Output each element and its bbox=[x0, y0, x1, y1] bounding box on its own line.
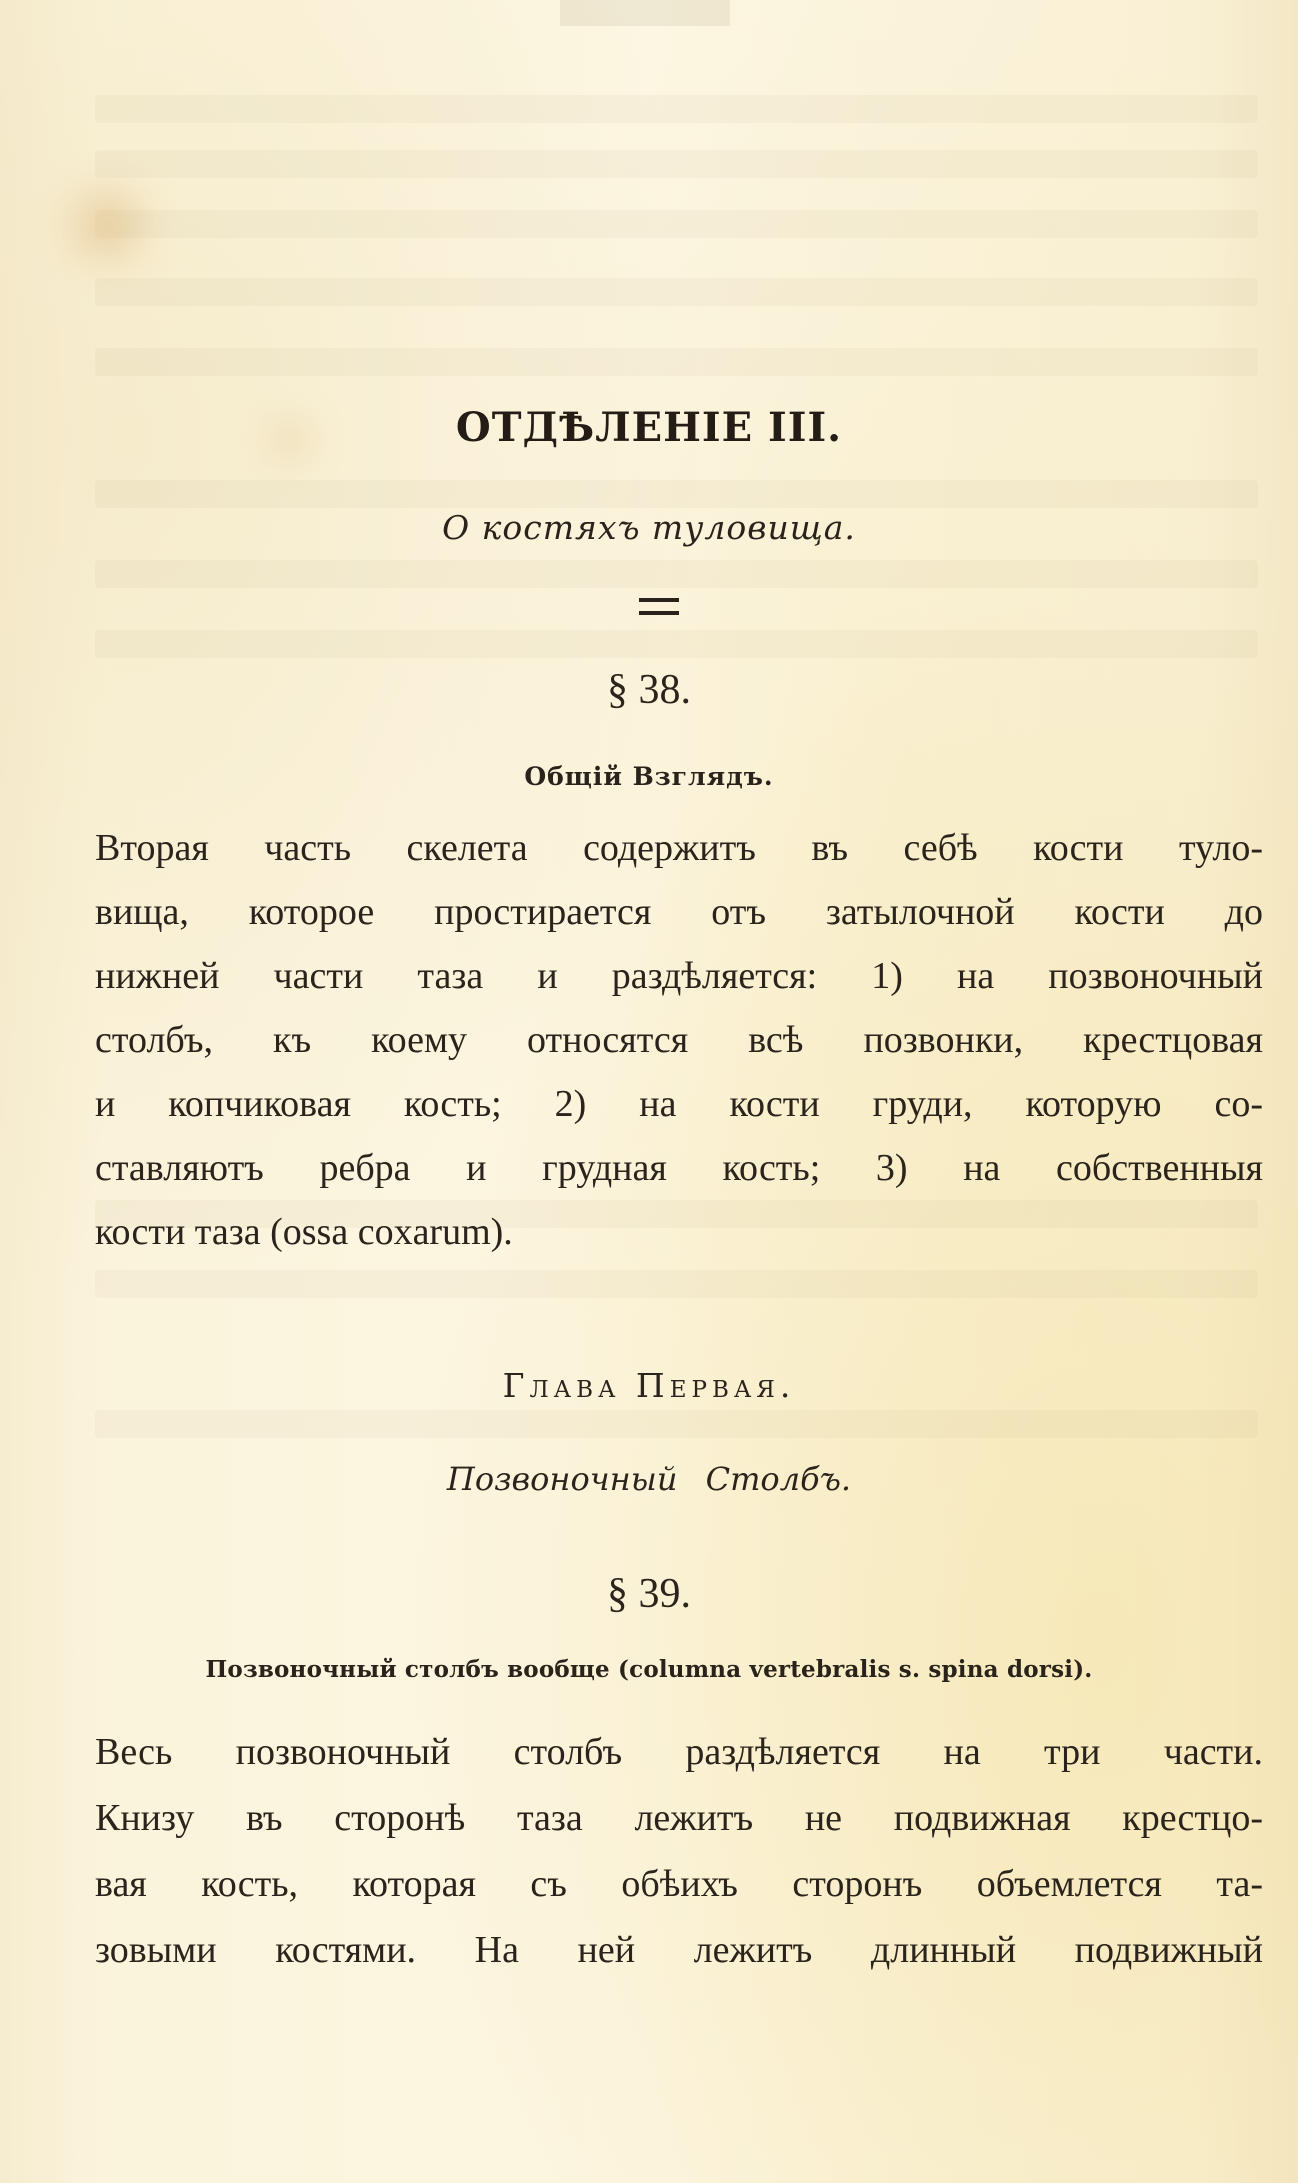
text-line: кости таза (ossa coxarum). bbox=[95, 1211, 513, 1253]
show-through-line bbox=[95, 1410, 1258, 1438]
show-through-line bbox=[95, 348, 1258, 376]
show-through-line bbox=[95, 480, 1258, 508]
paper-stain bbox=[72, 190, 142, 260]
show-through-page-number bbox=[560, 0, 730, 26]
text-line: столбъ, къ коему относятся всѣ позвонки, крестцовая bbox=[95, 1019, 1263, 1061]
show-through-line bbox=[95, 560, 1258, 588]
text-line: ставляютъ ребра и грудная кость; 3) на собственныя bbox=[95, 1147, 1263, 1189]
chapter-subtitle: Позвоночный Столбъ. bbox=[446, 1460, 852, 1498]
show-through-line bbox=[95, 1270, 1258, 1298]
text-line: нижней части таза и раздѣляется: 1) на позвоночный bbox=[95, 955, 1263, 997]
show-through-line bbox=[95, 210, 1258, 238]
double-rule-top bbox=[639, 598, 679, 602]
text-line: и копчиковая кость; 2) на кости груди, которую со- bbox=[95, 1083, 1263, 1125]
text-line: Весь позвоночный столбъ раздѣляется на три части. bbox=[95, 1731, 1263, 1773]
double-rule-bottom bbox=[639, 611, 679, 615]
paragraph-number: § 38. bbox=[607, 667, 691, 713]
text-line: зовыми костями. На ней лежитъ длинный подвижный bbox=[95, 1929, 1263, 1971]
section-subtitle: О костяхъ туловища. bbox=[442, 508, 856, 547]
show-through-line bbox=[95, 95, 1258, 123]
show-through-line bbox=[95, 278, 1258, 306]
show-through-line bbox=[95, 150, 1258, 178]
show-through-line bbox=[95, 630, 1258, 658]
paragraph-heading: Общій Взглядъ. bbox=[524, 762, 774, 791]
paragraph-number: § 39. bbox=[607, 1571, 691, 1617]
text-line: вая кость, которая съ обѣихъ сторонъ объемлется та- bbox=[95, 1863, 1263, 1905]
text-line: вища, которое простирается отъ затылочной кости до bbox=[95, 891, 1263, 933]
paragraph-heading: Позвоночный столбъ вообще (columna vertebralis s. spina dorsi). bbox=[205, 1656, 1093, 1683]
section-title: ОТДѢЛЕНІЕ III. bbox=[455, 404, 843, 451]
text-line: Вторая часть скелета содержитъ въ себѣ кости туло- bbox=[95, 827, 1263, 869]
chapter-title: Глава Первая. bbox=[502, 1366, 796, 1405]
text-line: Книзу въ сторонѣ таза лежитъ не подвижная крестцо- bbox=[95, 1797, 1263, 1839]
